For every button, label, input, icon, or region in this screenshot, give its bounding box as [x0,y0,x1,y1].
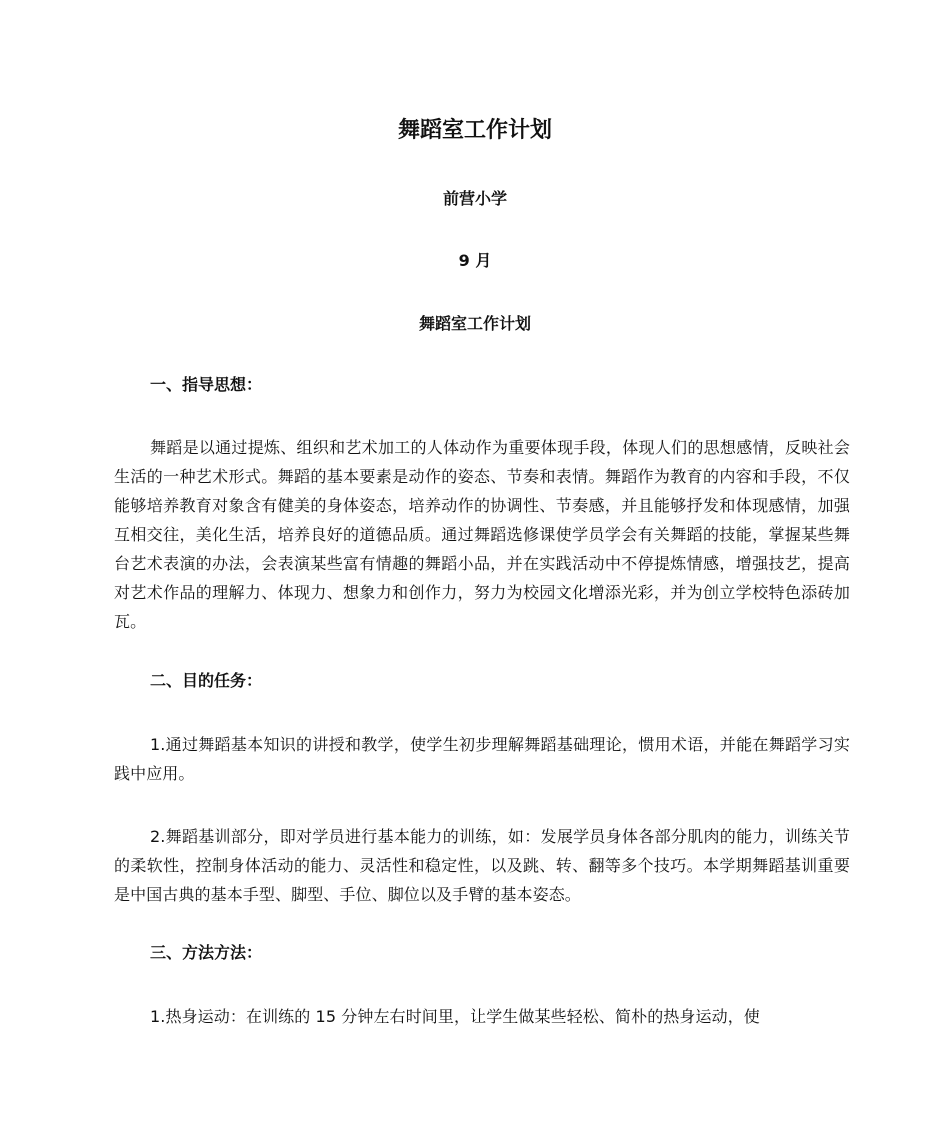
section-heading-guiding-thought: 一、指导思想： [150,375,263,394]
document-date: 9 月 [458,251,492,270]
organization-name: 前营小学 [442,189,507,208]
section-heading-methods: 三、方法方法： [150,943,263,962]
paragraph-objective-1: 1.通过舞蹈基本知识的讲授和教学，使学生初步理解舞蹈基础理论，惯用术语，并能在舞蹈学习实践中应用。 [114,735,850,783]
paragraph-method-1: 1.热身运动：在训练的 15 分钟左右时间里，让学生做某些轻松、简朴的热身运动，使 [150,1007,760,1026]
document-subtitle: 舞蹈室工作计划 [418,314,531,333]
paragraph-objective-2: 2.舞蹈基训部分，即对学员进行基本能力的训练，如：发展学员身体各部分肌肉的能力，训练关节的柔软性，控制身体活动的能力、灵活性和稳定性，以及跳、转、翻等多个技巧。本学期舞蹈基训重要是中国古典的基本手型、脚型、手位、脚位以及手臂的基本姿态。 [114,827,850,904]
document-title: 舞蹈室工作计划 [397,118,552,143]
section-heading-objectives: 二、目的任务： [150,671,263,690]
paragraph-guiding-thought: 舞蹈是以通过提炼、组织和艺术加工的人体动作为重要体现手段，体现人们的思想感情，反映社会生活的一种艺术形式。舞蹈的基本要素是动作的姿态、节奏和表情。舞蹈作为教育的内容和手段，不仅能够培养教育对象含有健美的身体姿态，培养动作的协调性、节奏感，并且能够抒发和体现感情，加强互相交往，美化生活，培养良好的道德品质。通过舞蹈选修课使学员学会有关舞蹈的技能，掌握某些舞台艺术表演的办法，会表演某些富有情趣的舞蹈小品，并在实践活动中不停提炼情感，增强技艺，提高对艺术作品的理解力、体现力、想象力和创作力，努力为校园文化增添光彩，并为创立学校特色添砖加瓦。 [114,438,850,631]
